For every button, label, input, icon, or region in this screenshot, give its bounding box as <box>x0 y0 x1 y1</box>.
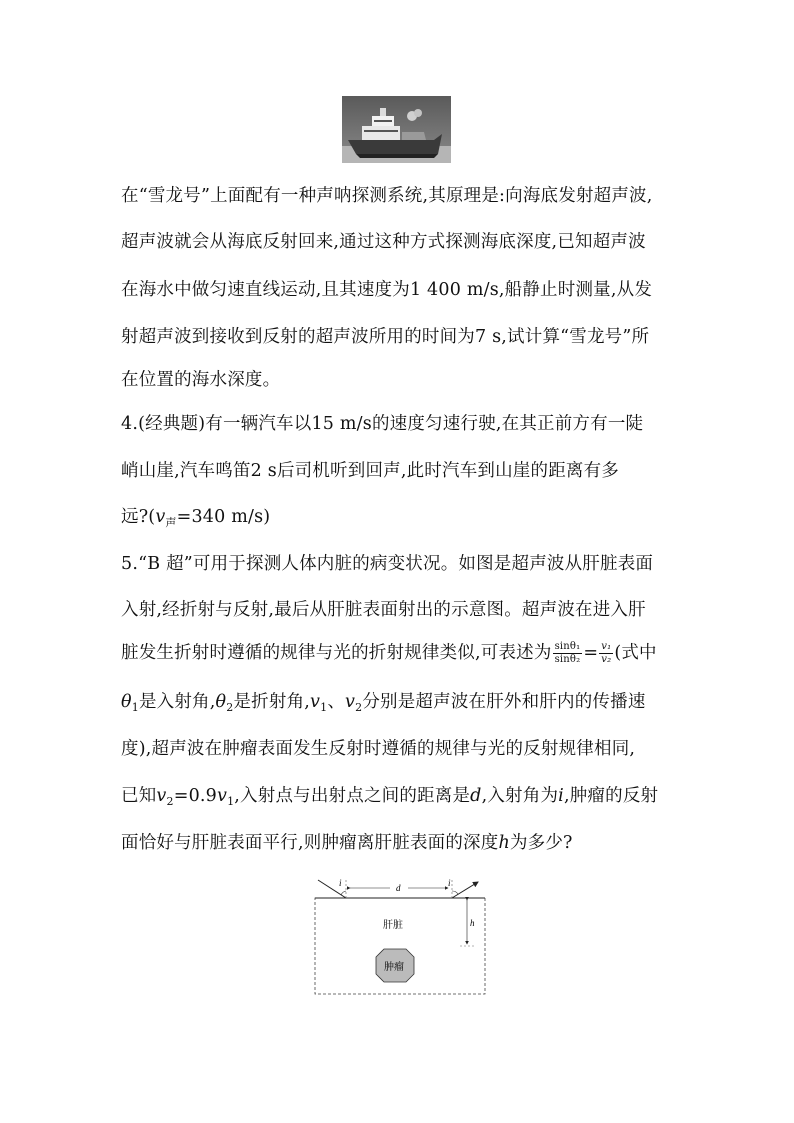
q4-text-b: =340 m/s) <box>176 507 271 527</box>
t7: ,入射点与出射点之间的距离是 <box>234 786 471 806</box>
angle-arc-right <box>452 891 458 894</box>
equals-sign: = <box>583 643 599 663</box>
exit-ray <box>452 882 478 898</box>
var-d: d <box>470 786 482 806</box>
sub2: 2 <box>226 701 234 714</box>
q5-line-3 <box>121 641 657 666</box>
v1: v <box>310 692 321 712</box>
q4-text: 远?( <box>121 507 156 527</box>
sin-ratio-fraction <box>553 641 583 666</box>
q3-line-4: 射超声波到接收到反射的超声波所用的时间为7 s,试计算“雪龙号”所 <box>121 327 650 347</box>
ultrasound-diagram <box>310 878 490 998</box>
t10: 面恰好与肝脏表面平行,则肿瘤离肝脏表面的深度 <box>121 833 499 853</box>
q4-line-2: 峭山崖,汽车鸣笛2 s后司机听到回声,此时汽车到山崖的距离有多 <box>121 461 620 481</box>
sub3: 1 <box>320 701 328 714</box>
theta1: θ <box>121 692 132 712</box>
label-i-left: i <box>339 878 342 888</box>
q4-var-v: v <box>155 507 166 527</box>
var-h: h <box>498 833 510 853</box>
q5-line-7 <box>121 831 573 855</box>
v1b: v <box>217 786 228 806</box>
q4-line-1: 4.(经典题)有一辆汽车以15 m/s的速度匀速行驶,在其正前方有一陡 <box>121 414 644 434</box>
angle-arc-left <box>341 891 346 895</box>
q3-line-5: 在位置的海水深度。 <box>121 370 281 390</box>
v-num: v₁ <box>601 641 612 652</box>
t11: 为多少? <box>509 833 573 853</box>
q5-line-2: 入射,经折射与反射,最后从肝脏表面射出的示意图。超声波在进入肝 <box>121 600 646 620</box>
t2: 是折射角, <box>233 692 311 712</box>
q5-line-5: 度),超声波在肿瘤表面发生反射时遵循的规律与光的反射规律相同, <box>121 739 636 759</box>
q5-line-6 <box>121 784 658 814</box>
ship-photo <box>342 96 451 163</box>
t5: 已知 <box>121 786 157 806</box>
q3-line-2: 超声波就会从海底反射回来,通过这种方式探测海底深度,已知超声波 <box>121 232 646 252</box>
velocity-ratio-fraction <box>599 641 613 666</box>
t1: 是入射角, <box>138 692 216 712</box>
v-den: v₂ <box>601 654 612 665</box>
t3: 、 <box>327 692 346 712</box>
v2: v <box>345 692 356 712</box>
q5-text-b: (式中 <box>614 643 657 663</box>
var-i: i <box>558 786 564 806</box>
sin-den: sinθ₂ <box>554 654 581 665</box>
t9: ,肿瘤的反射 <box>563 786 659 806</box>
sub6: 1 <box>227 795 235 808</box>
label-i-right: i <box>448 878 451 888</box>
t6: =0.9 <box>173 786 217 806</box>
t8: ,入射角为 <box>481 786 559 806</box>
incident-ray <box>318 880 346 898</box>
label-h: h <box>470 918 475 928</box>
theta2: θ <box>215 692 227 712</box>
q3-line-3: 在海水中做匀速直线运动,且其速度为1 400 m/s,船静止时测量,从发 <box>121 280 653 300</box>
sin-num: sinθ₁ <box>554 641 581 652</box>
label-d: d <box>396 883 401 893</box>
q5-line-1: 5.“B 超”可用于探测人体内脏的病变状况。如图是超声波从肝脏表面 <box>121 554 654 574</box>
v2b: v <box>156 786 167 806</box>
sub1: 1 <box>131 701 139 714</box>
q5-line-4 <box>121 690 646 720</box>
t4: 分别是超声波在肝外和肝内的传播速 <box>362 692 646 712</box>
q4-line-3 <box>121 505 270 535</box>
sub5: 2 <box>166 795 174 808</box>
q5-text: 脏发生折射时遵循的规律与光的折射规律类似,可表述为 <box>121 643 552 663</box>
q3-line-1: 在“雪龙号”上面配有一种声呐探测系统,其原理是:向海底发射超声波, <box>121 186 653 206</box>
q4-sub-sound: 声 <box>165 516 177 529</box>
label-liver: 肝脏 <box>383 920 403 931</box>
label-tumor: 肿瘤 <box>384 962 404 973</box>
sub4: 2 <box>355 701 363 714</box>
